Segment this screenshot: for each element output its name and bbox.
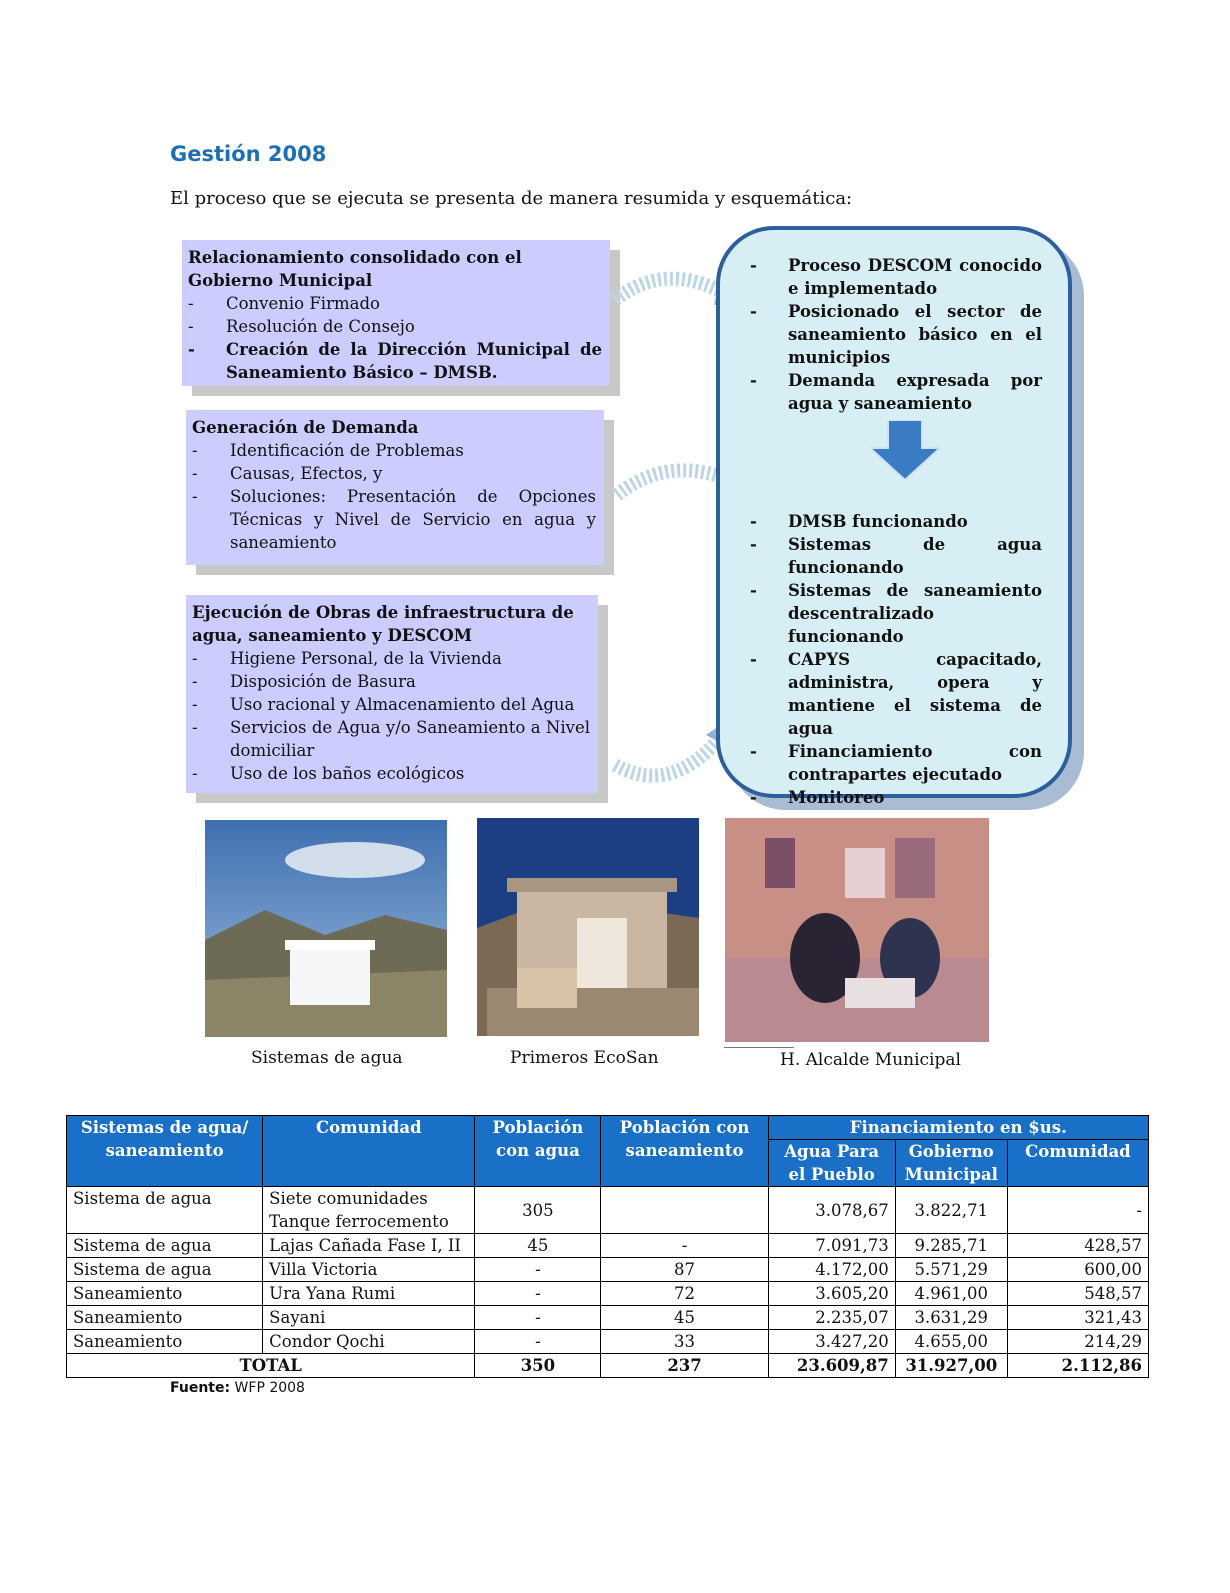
photo-alcalde bbox=[725, 818, 989, 1042]
photo-caption: Primeros EcoSan bbox=[510, 1048, 659, 1068]
cell-pob-agua: - bbox=[475, 1258, 601, 1282]
down-arrow-icon bbox=[870, 420, 940, 482]
source-label: Fuente: bbox=[170, 1380, 231, 1396]
list-item: - Creación de la Dirección Municipal de Saneamiento Básico – DMSB. bbox=[188, 338, 602, 384]
cell-sistema: Saneamiento bbox=[67, 1306, 263, 1330]
cell-comunidad-fin: 600,00 bbox=[1007, 1258, 1148, 1282]
list-item: - Monitoreo bbox=[750, 786, 1042, 809]
header-comunidad: Comunidad bbox=[263, 1116, 475, 1187]
box-heading: Relacionamiento consolidado con el Gobierno Municipal bbox=[188, 248, 522, 290]
table-row bbox=[67, 1187, 1149, 1234]
header-sistemas: Sistemas de agua/ saneamiento bbox=[67, 1116, 263, 1187]
cell-comunidad-fin: 321,43 bbox=[1007, 1306, 1148, 1330]
total-gobierno: 31.927,00 bbox=[895, 1354, 1007, 1378]
cell-pob-san: 33 bbox=[601, 1330, 768, 1354]
financing-table bbox=[66, 1115, 1149, 1378]
table-row bbox=[67, 1258, 1149, 1282]
cell-comunidad: Siete comunidades Tanque ferrocemento bbox=[263, 1187, 475, 1234]
total-comunidad-fin: 2.112,86 bbox=[1007, 1354, 1148, 1378]
cell-agua-pueblo: 3.078,67 bbox=[768, 1187, 895, 1234]
cell-comunidad: Ura Yana Rumi bbox=[263, 1282, 475, 1306]
list-item: - Identificación de Problemas bbox=[192, 439, 596, 462]
list-item: - Sistemas de agua funcionando bbox=[750, 533, 1042, 579]
header-poblacion-agua: Población con agua bbox=[475, 1116, 601, 1187]
cell-agua-pueblo: 3.605,20 bbox=[768, 1282, 895, 1306]
results-box bbox=[716, 226, 1072, 807]
source-note bbox=[170, 1380, 305, 1396]
cell-pob-san bbox=[601, 1187, 768, 1234]
total-pob-agua: 350 bbox=[475, 1354, 601, 1378]
cell-sistema: Saneamiento bbox=[67, 1282, 263, 1306]
cell-pob-san: 45 bbox=[601, 1306, 768, 1330]
header-poblacion-saneamiento: Población con saneamiento bbox=[601, 1116, 768, 1187]
source-text: WFP 2008 bbox=[234, 1380, 305, 1396]
cell-gobierno: 4.961,00 bbox=[895, 1282, 1007, 1306]
list-item: - Uso de los baños ecológicos bbox=[192, 762, 590, 785]
list-item: - DMSB funcionando bbox=[750, 510, 1042, 533]
total-row bbox=[67, 1354, 1149, 1378]
cell-sistema: Sistema de agua bbox=[67, 1258, 263, 1282]
cell-comunidad-fin: 548,57 bbox=[1007, 1282, 1148, 1306]
cell-pob-san: 72 bbox=[601, 1282, 768, 1306]
cell-pob-san: - bbox=[601, 1234, 768, 1258]
cell-gobierno: 3.631,29 bbox=[895, 1306, 1007, 1330]
cell-comunidad: Sayani bbox=[263, 1306, 475, 1330]
section-title: Gestión 2008 bbox=[170, 142, 327, 166]
cell-sistema: Saneamiento bbox=[67, 1330, 263, 1354]
photo-caption: H. Alcalde Municipal bbox=[780, 1050, 961, 1070]
cell-comunidad: Lajas Cañada Fase I, II bbox=[263, 1234, 475, 1258]
list-item: - Disposición de Basura bbox=[192, 670, 590, 693]
list-item: - Higiene Personal, de la Vivienda bbox=[192, 647, 590, 670]
cell-comunidad: Condor Qochi bbox=[263, 1330, 475, 1354]
total-pob-san: 237 bbox=[601, 1354, 768, 1378]
cell-pob-agua: 45 bbox=[475, 1234, 601, 1258]
cell-agua-pueblo: 7.091,73 bbox=[768, 1234, 895, 1258]
list-item: - Financiamiento con contrapartes ejecutado bbox=[750, 740, 1042, 786]
cell-pob-agua: - bbox=[475, 1306, 601, 1330]
cell-gobierno: 5.571,29 bbox=[895, 1258, 1007, 1282]
list-item: - Convenio Firmado bbox=[188, 292, 602, 315]
intro-text: El proceso que se ejecuta se presenta de manera resumida y esquemática: bbox=[170, 188, 853, 209]
cell-agua-pueblo: 3.427,20 bbox=[768, 1330, 895, 1354]
box-demanda bbox=[186, 410, 604, 565]
cell-agua-pueblo: 2.235,07 bbox=[768, 1306, 895, 1330]
total-label: TOTAL bbox=[67, 1354, 475, 1378]
list-item: - Sistemas de saneamiento descentralizado funcionando bbox=[750, 579, 1042, 648]
photo-water-tank bbox=[205, 820, 447, 1037]
photo-ecosan bbox=[477, 818, 699, 1036]
table-row bbox=[67, 1282, 1149, 1306]
list-item: - CAPYS capacitado, administra, opera y mantiene el sistema de agua bbox=[750, 648, 1042, 740]
cell-comunidad-fin: 214,29 bbox=[1007, 1330, 1148, 1354]
box-relacionamiento bbox=[182, 240, 610, 386]
cell-comunidad: Villa Victoria bbox=[263, 1258, 475, 1282]
cell-pob-agua: 305 bbox=[475, 1187, 601, 1234]
caption-rule bbox=[724, 1047, 794, 1048]
cell-gobierno: 3.822,71 bbox=[895, 1187, 1007, 1234]
header-financiamiento: Financiamiento en $us. bbox=[768, 1116, 1148, 1140]
list-item: - Proceso DESCOM conocido e implementado bbox=[750, 254, 1042, 300]
table-row bbox=[67, 1234, 1149, 1258]
cell-comunidad-fin: - bbox=[1007, 1187, 1148, 1234]
box-ejecucion bbox=[186, 595, 598, 793]
total-agua-pueblo: 23.609,87 bbox=[768, 1354, 895, 1378]
cell-gobierno: 9.285,71 bbox=[895, 1234, 1007, 1258]
list-item: - Resolución de Consejo bbox=[188, 315, 602, 338]
cell-sistema: Sistema de agua bbox=[67, 1234, 263, 1258]
list-item: - Posicionado el sector de saneamiento básico en el municipios bbox=[750, 300, 1042, 369]
list-item: - Soluciones: Presentación de Opciones Técnicas y Nivel de Servicio en agua y saneamiento bbox=[192, 485, 596, 554]
cell-pob-agua: - bbox=[475, 1330, 601, 1354]
cell-agua-pueblo: 4.172,00 bbox=[768, 1258, 895, 1282]
list-item: - Causas, Efectos, y bbox=[192, 462, 596, 485]
table-row bbox=[67, 1306, 1149, 1330]
list-item: - Uso racional y Almacenamiento del Agua bbox=[192, 693, 590, 716]
cell-gobierno: 4.655,00 bbox=[895, 1330, 1007, 1354]
box-heading: Generación de Demanda bbox=[192, 418, 419, 437]
list-item: - Servicios de Agua y/o Saneamiento a Nivel domiciliar bbox=[192, 716, 590, 762]
header-comunidad-fin: Comunidad bbox=[1007, 1140, 1148, 1187]
list-item: - Demanda expresada por agua y saneamiento bbox=[750, 369, 1042, 415]
cell-pob-san: 87 bbox=[601, 1258, 768, 1282]
header-gobierno: Gobierno Municipal bbox=[895, 1140, 1007, 1187]
header-agua-pueblo: Agua Para el Pueblo bbox=[768, 1140, 895, 1187]
photo-caption: Sistemas de agua bbox=[251, 1048, 403, 1068]
cell-sistema: Sistema de agua bbox=[67, 1187, 263, 1234]
cell-pob-agua: - bbox=[475, 1282, 601, 1306]
cell-comunidad-fin: 428,57 bbox=[1007, 1234, 1148, 1258]
table-row bbox=[67, 1330, 1149, 1354]
box-heading: Ejecución de Obras de infraestructura de agua, saneamiento y DESCOM bbox=[192, 603, 574, 645]
